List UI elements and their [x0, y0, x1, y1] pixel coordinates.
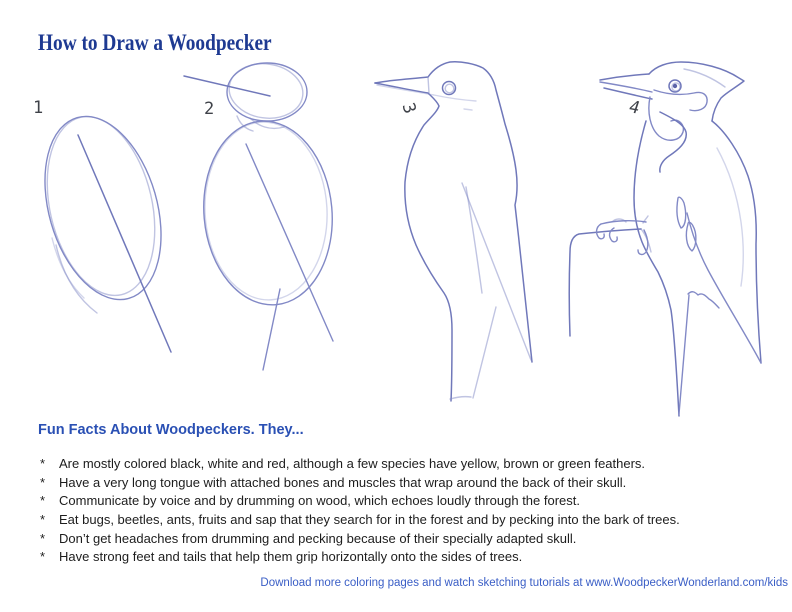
- step4-eye-pupil: [673, 84, 677, 88]
- step2-tail-line: [263, 289, 280, 370]
- step3-eye-inner: [445, 84, 454, 93]
- step-2-label: 2: [204, 99, 215, 119]
- fact-text: Have strong feet and tails that help them grip horizontally onto the sides of trees.: [59, 549, 523, 565]
- step3-undertail-line: [473, 307, 496, 398]
- step3-beak-base-line: [428, 77, 429, 93]
- step4-cheek-stripe: [654, 90, 707, 111]
- step4-wing-separation-line: [717, 148, 743, 286]
- fact-item: [40, 532, 680, 545]
- step2-body-oval: [196, 116, 340, 310]
- step1-body-oval-overdraw: [31, 106, 171, 306]
- step4-wing-marking-sliver: [677, 197, 686, 228]
- fact-text: Have a very long tongue with attached bones and muscles that wrap around the back of their skull.: [59, 474, 627, 490]
- fact-text: Don’t get headaches from drumming and pecking because of their specially adapted skull.: [59, 530, 577, 546]
- step1-axis-line: [78, 135, 171, 352]
- facts-heading: Fun Facts About Woodpeckers. They...: [38, 422, 304, 438]
- step3-wing-inner-line: [466, 187, 482, 293]
- step-1-sketch: [25, 103, 181, 352]
- facts-list: [40, 457, 680, 569]
- step-4-sketch: [569, 62, 761, 416]
- step3-foot-line: [450, 397, 471, 399]
- step1-hatch-stroke: [56, 245, 97, 313]
- step4-undertail-inner-edge: [679, 295, 689, 414]
- step4-breast-outline: [634, 121, 679, 416]
- page-title: How to Draw a Woodpecker: [38, 30, 272, 55]
- step4-crest-inner-line: [684, 69, 725, 87]
- step-1-label: 1: [33, 98, 44, 118]
- fact-item: [40, 457, 680, 470]
- step4-branch-outline: [569, 229, 641, 336]
- step4-malar-swirl: [649, 97, 683, 140]
- footer-note: Download more coloring pages and watch sketching tutorials at www.WoodpeckerWonderland.com/kids: [260, 577, 788, 589]
- fact-item: [40, 513, 680, 526]
- fact-bullet: *: [40, 456, 46, 471]
- step4-flank-zigzag: [688, 292, 719, 308]
- fact-bullet: *: [40, 530, 46, 546]
- fact-bullet: *: [40, 474, 46, 490]
- step4-branch-right-edge: [641, 229, 651, 252]
- step4-beak-mid-line: [600, 82, 652, 92]
- fact-item: [40, 550, 680, 563]
- step-4-label: 4: [626, 97, 643, 119]
- fact-text: Eat bugs, beetles, ants, fruits and sap that they search for in the forest and by pecking into the bark of trees.: [59, 512, 680, 528]
- step4-toe-bar: [601, 221, 646, 224]
- step4-back-tail-outline: [712, 121, 761, 363]
- fact-text: Are mostly colored black, white and red, although a few species have yellow, brown or green feathers.: [59, 456, 646, 471]
- fact-bullet: *: [40, 549, 46, 565]
- fact-bullet: *: [40, 493, 46, 509]
- step3-cheek-dash: [464, 109, 472, 110]
- step4-wing-trailing-edge: [687, 213, 761, 363]
- fact-item: [40, 494, 680, 507]
- fact-text: Communicate by voice and by drumming on wood, which echoes loudly through the forest.: [59, 493, 581, 509]
- step-3-label: 3: [397, 100, 420, 117]
- step4-head-crest-outline: [649, 62, 744, 121]
- step3-breast-outline: [375, 83, 452, 401]
- step2-head-circle: [227, 63, 307, 121]
- step3-mouth-line: [377, 85, 476, 101]
- fact-item: [40, 476, 680, 489]
- fact-bullet: *: [40, 512, 46, 528]
- step3-wing-line: [462, 183, 531, 360]
- step1-body-oval: [25, 103, 181, 313]
- step4-beak-top: [600, 74, 649, 80]
